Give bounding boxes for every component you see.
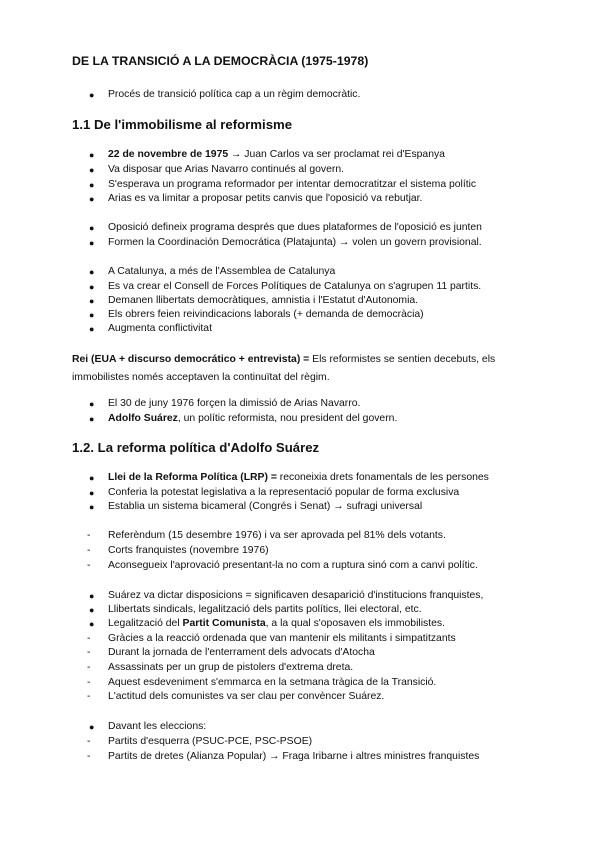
bullet-icon: ● bbox=[89, 722, 95, 732]
bullet-icon: ● bbox=[89, 267, 95, 277]
bullet-icon: ● bbox=[89, 473, 95, 483]
bullet-icon: ● bbox=[89, 90, 95, 100]
bullet-icon: ● bbox=[89, 414, 95, 424]
page-title: DE LA TRANSICIÓ A LA DEMOCRÀCIA (1975-1978) bbox=[72, 54, 369, 68]
bullet-icon: ● bbox=[89, 310, 95, 320]
dash-marker: - bbox=[87, 662, 91, 673]
document-page: DE LA TRANSICIÓ A LA DEMOCRÀCIA (1975-1978) ● Procés de transició política cap a un règim democràtic. 1.1 De l'immobilisme al reformisme ● 22 de novembre de 1975 → Juan Carlos va ser proclamat rei d'Espanya ● Va disposar que Arias Navarro continués al govern. ● S'esperava un programa reformador per intentar democratitzar el sistema polític ● Arias es va limitar a proposar petits canvis que l'oposició va rebutjar. ● Oposició defineix programa després que dues plataformes de l'oposició es junten ● Formen la Coordinación Democrática (Platajunta) → volen un govern provisional. ● A Catalunya, a més de l'Assemblea de Catalunya ● Es va crear el Consell de Forces Polítiques de Catalunya on s'agrupen 11 partits. ● Demanen llibertats democràtiques, amnistia i l'Estatut d'Autonomia. ● Els obrers feien reivindicacions laborals (+ demanda de democràcia) ● Augmenta conflictivitat Rei (EUA + discurso democrático + entrevista) = Els reformistes se sentien decebuts, els immobilistes només acceptaven la continuïtat del règim. ● El 30 de juny 1976 forçen la dimissió de Arias Navarro. ● Adolfo Suárez, un polític reformista, nou president del govern. 1.2. La reforma política d'Adolfo Suárez ● Llei de la Reforma Política (LRP) = reconeixia drets fonamentals de les persones ● Conferia la potestat legislativa a la representació popular de forma exclusiva ● Establia un sistema bicameral (Congrés i Senat) → sufragi universal - Referèndum (15 desembre 1976) i va ser aprovada pel 81% dels votants. - Corts franquistes (novembre 1976) - Aconsegueix l'aprovació presentant-la no com a ruptura sinó com a canvi polític. ● Suárez va dictar disposicions = significaven desaparició d'institucions franquistes, ● Llibertats sindicals, legalització dels partits polítics, llei electoral, etc. ● Legalització del Partit Comunista, a la qual s'oposaven els immobilistes. - Gràcies a la reacció ordenada que van mantenir els militants i simpatitzants - Durant la jornada de l'enterrament dels advocats d'Atocha - Assassinats per un grup de pistolers d'extrema dreta. - Aquest esdeveniment s'emmarca en la setmana tràgica de la Transició. - L'actitud dels comunistes va ser clau per convèncer Suárez. ● Davant les eleccions: - Partits d'esquerra (PSUC-PCE, PSC-PSOE) - Partits de dretes (Alianza Popular) → Fraga Iribarne i altres ministres franquistes bbox=[0, 0, 600, 848]
bullet-icon: ● bbox=[89, 180, 95, 190]
dash-marker: - bbox=[87, 647, 91, 658]
dash-marker: - bbox=[87, 545, 91, 556]
bullet-icon: ● bbox=[89, 605, 95, 615]
dash-marker: - bbox=[87, 633, 91, 644]
bullet-icon: ● bbox=[89, 165, 95, 175]
bullet-icon: ● bbox=[89, 591, 95, 601]
bullet-icon: ● bbox=[89, 296, 95, 306]
section-heading-1-2: 1.2. La reforma política d'Adolfo Suárez bbox=[72, 440, 320, 455]
dash-marker: - bbox=[87, 691, 91, 702]
bullet-icon: ● bbox=[89, 619, 95, 629]
bullet-icon: ● bbox=[89, 399, 95, 409]
dash-marker: - bbox=[87, 530, 91, 541]
bullet-icon: ● bbox=[89, 238, 95, 248]
bullet-icon: ● bbox=[89, 150, 95, 160]
bullet-icon: ● bbox=[89, 324, 95, 334]
dash-marker: - bbox=[87, 736, 91, 747]
bullet-icon: ● bbox=[89, 502, 95, 512]
dash-marker: - bbox=[87, 677, 91, 688]
section-heading-1-1: 1.1 De l'immobilisme al reformisme bbox=[72, 117, 293, 132]
bullet-icon: ● bbox=[89, 282, 95, 292]
bullet-icon: ● bbox=[89, 488, 95, 498]
bullet-icon: ● bbox=[89, 194, 95, 204]
paragraph: Rei (EUA + discurso democrático + entrevista) = Els reformistes se sentien decebuts, els immobilistes només acceptaven la continuïtat del règim. bbox=[72, 354, 496, 383]
bullet-icon: ● bbox=[89, 223, 95, 233]
dash-marker: - bbox=[87, 560, 91, 571]
dash-marker: - bbox=[87, 751, 91, 762]
